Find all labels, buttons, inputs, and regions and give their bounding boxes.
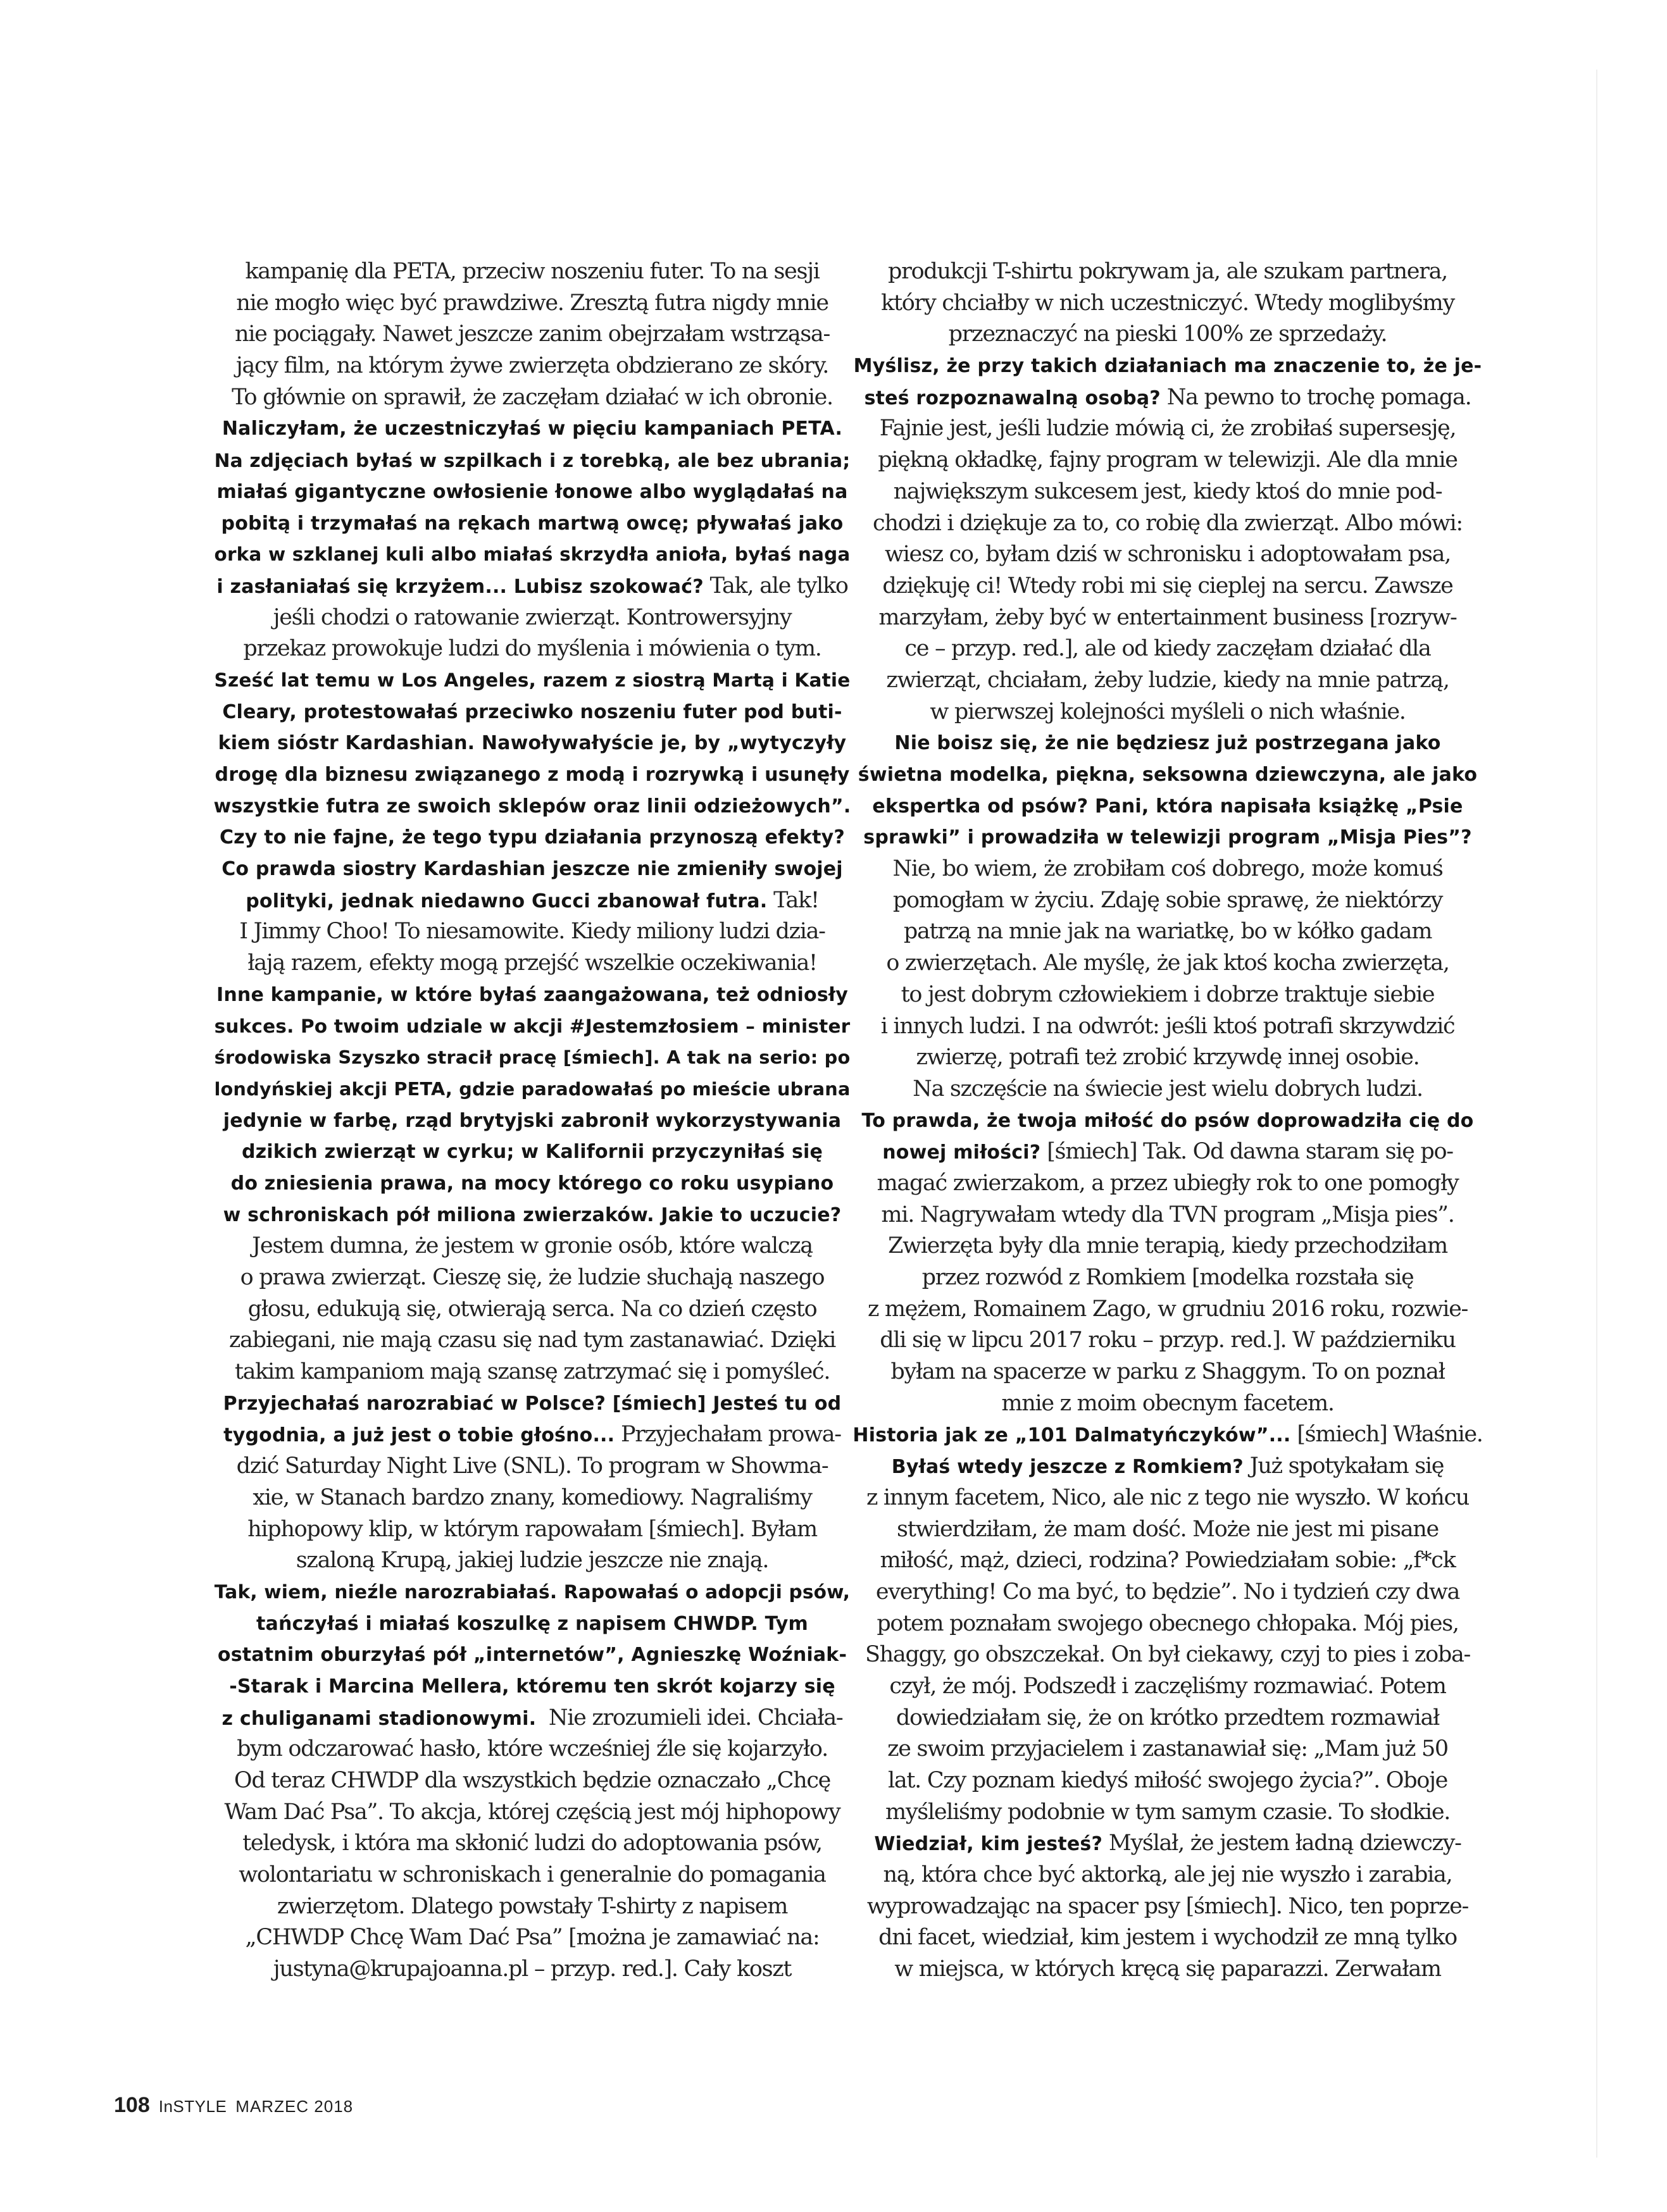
- text-line: [848, 728, 1487, 759]
- answer-text: Zwierzęta były dla mnie terapią, kiedy przechodziłam: [888, 1233, 1447, 1259]
- answer-text: dni facet, wiedział, kim jestem i wychodził ze mną tylko: [878, 1925, 1457, 1951]
- text-line: [848, 916, 1487, 948]
- question-text: To prawda, że twoja miłość do psów doprowadziła cię do: [861, 1109, 1474, 1132]
- text-line: [213, 1482, 852, 1514]
- text-line: [848, 1200, 1487, 1231]
- question-text: Inne kampanie, w które byłaś zaangażowana, też odniosły: [216, 983, 848, 1006]
- text-line: [213, 1357, 852, 1388]
- text-line: [848, 1451, 1487, 1482]
- answer-text: Shaggy, go obszczekał. On był ciekawy, czyj to pies i zoba-: [865, 1642, 1471, 1668]
- text-line: [213, 728, 852, 759]
- answer-text: „CHWDP Chcę Wam Dać Psa” [można je zamawiać na:: [245, 1925, 820, 1951]
- text-line: [848, 288, 1487, 320]
- answer-text: dowiedziałam się, że on krótko przedtem rozmawiał: [896, 1705, 1440, 1730]
- text-line: [848, 1262, 1487, 1294]
- answer-text: ną, która chce być aktorką, ale jej nie wyszło i zarabia,: [883, 1862, 1452, 1888]
- text-line: [213, 1168, 852, 1200]
- answer-text: potem poznałam swojego obecnego chłopaka. Mój pies,: [877, 1610, 1459, 1636]
- text-line: [213, 1325, 852, 1357]
- text-line: [213, 319, 852, 351]
- answer-text: w pierwszej kolejności myśleli o nich właśnie.: [930, 699, 1406, 724]
- text-line: [848, 539, 1487, 571]
- answer-text: nie pociągały. Nawet jeszcze zanim obejrzałam wstrząsa-: [234, 321, 830, 347]
- text-line: [213, 351, 852, 382]
- answer-text: wyprowadzając na spacer psy [śmiech]. Nico, ten poprze-: [866, 1893, 1469, 1919]
- question-text: drogę dla biznesu związanego z modą i rozrywką i usunęły: [215, 764, 850, 786]
- text-line: [848, 1231, 1487, 1262]
- answer-text: teledysk, i która ma skłonić ludzi do adoptowania psów,: [242, 1830, 822, 1856]
- answer-text: nie mogło więc być prawdziwe. Zresztą futra nigdy mnie: [236, 290, 828, 316]
- question-text: Myślisz, że przy takich działaniach ma znaczenie to, że je-: [853, 355, 1482, 378]
- question-text: i zasłaniałaś się krzyżem... Lubisz szokować?: [216, 575, 704, 598]
- answer-text: Od teraz CHWDP dla wszystkich będzie oznaczało „Chcę: [234, 1768, 831, 1793]
- question-text: jedynie w farbę, rząd brytyjski zabronił wykorzystywania: [223, 1109, 842, 1132]
- page-footer: [114, 2092, 353, 2122]
- answer-text: Myślał, że jestem ładną dziewczy-: [1102, 1830, 1461, 1856]
- text-line: [848, 1703, 1487, 1734]
- answer-text: stwierdziłam, że mam dość. Może nie jest mi pisane: [897, 1516, 1439, 1542]
- text-line: [848, 948, 1487, 979]
- answer-text: miłość, mąż, dzieci, rodzina? Powiedziałam sobie: „f*ck: [880, 1548, 1456, 1574]
- text-line: [848, 1954, 1487, 1985]
- text-line: [213, 1200, 852, 1231]
- text-line: [848, 1042, 1487, 1074]
- text-line: [848, 665, 1487, 697]
- answer-text: zwierzę, potrafi też zrobić krzywdę innej osobie.: [916, 1045, 1420, 1071]
- question-text: Przyjechałaś narozrabiać w Polsce? [śmiech] Jesteś tu od: [223, 1392, 842, 1415]
- text-line: [848, 571, 1487, 602]
- text-line: [848, 508, 1487, 540]
- answer-text: kampanię dla PETA, przeciw noszeniu futer. To na sesji: [245, 259, 820, 284]
- text-line: [848, 413, 1487, 445]
- text-line: [213, 539, 852, 571]
- question-text: świetna modelka, piękna, seksowna dziewczyna, ale jako: [858, 764, 1478, 786]
- question-text: Historia jak ze „101 Dalmatyńczyków”...: [852, 1424, 1291, 1447]
- answer-text: to jest dobrym człowiekiem i dobrze traktuje siebie: [901, 981, 1435, 1007]
- answer-text: [śmiech] Tak. Od dawna staram się po-: [1040, 1139, 1453, 1165]
- answer-text: i innych ludzi. I na odwrót: jeśli ktoś potrafi skrzywdzić: [880, 1013, 1455, 1039]
- magazine-name: InSTYLE: [158, 2097, 227, 2116]
- answer-text: justyna@krupajoanna.pl – przyp. red.]. Cały koszt: [273, 1956, 792, 1982]
- answer-text: dzić Saturday Night Live (SNL). To program w Showma-: [236, 1453, 828, 1479]
- question-text: Na zdjęciach byłaś w szpilkach i z torebką, ale bez ubrania;: [214, 449, 851, 472]
- text-line: [848, 885, 1487, 917]
- answer-text: przez rozwód z Romkiem [modelka rozstała się: [921, 1265, 1414, 1290]
- question-text: do zniesienia prawa, na mocy którego co roku usypiano: [230, 1172, 834, 1195]
- answer-text: myśleliśmy podobnie w tym samym czasie. To słodkie.: [885, 1799, 1451, 1825]
- text-line: [213, 1042, 852, 1074]
- text-line: [848, 256, 1487, 288]
- answer-text: xie, w Stanach bardzo znany, komediowy. Nagraliśmy: [253, 1484, 812, 1510]
- question-text: Tak, wiem, nieźle narozrabiałaś. Rapowałaś o adopcji psów,: [214, 1581, 851, 1603]
- question-text: sprawki” i prowadziła w telewizji program „Misja Pies”?: [863, 826, 1472, 849]
- text-line: [213, 1105, 852, 1137]
- text-line: [213, 1419, 852, 1451]
- answer-text: patrzą na mnie jak na wariatkę, bo w kółko gadam: [903, 919, 1432, 945]
- answer-text: zabiegani, nie mają czasu się nad tym zastanawiać. Dzięki: [228, 1327, 836, 1353]
- question-text: nowej miłości?: [882, 1141, 1041, 1164]
- page-edge-line: [1596, 70, 1597, 2158]
- text-line: [848, 1545, 1487, 1577]
- answer-text: Na szczęście na świecie jest wielu dobrych ludzi.: [913, 1076, 1423, 1102]
- answer-text: Przyjechałam prowa-: [615, 1422, 841, 1448]
- text-line: [848, 1922, 1487, 1954]
- text-line: [848, 1671, 1487, 1703]
- question-text: środowiska Szyszko stracił pracę [śmiech]. A tak na serio: po: [214, 1047, 851, 1069]
- answer-text: Na pewno to trochę pomaga.: [1160, 384, 1471, 410]
- text-line: [848, 476, 1487, 508]
- text-line: [848, 1011, 1487, 1043]
- text-line: [848, 1388, 1487, 1420]
- answer-text: Fajnie jest, jeśli ludzie mówią ci, że zrobiłaś supersesję,: [879, 416, 1456, 442]
- question-text: londyńskiej akcji PETA, gdzie paradowałaś po mieście ubrana: [214, 1078, 851, 1100]
- text-line: [213, 1828, 852, 1860]
- text-line: [848, 1577, 1487, 1608]
- answer-text: [śmiech] Właśnie.: [1290, 1422, 1483, 1448]
- answer-text: o zwierzętach. Ale myślę, że jak ktoś kocha zwierzęta,: [886, 950, 1449, 976]
- text-line: [213, 1765, 852, 1797]
- text-line: [848, 697, 1487, 728]
- text-line: [848, 382, 1487, 414]
- text-line: [848, 1074, 1487, 1105]
- text-line: [213, 1451, 852, 1482]
- text-line: [213, 697, 852, 728]
- text-line: [213, 508, 852, 540]
- text-line: [848, 1482, 1487, 1514]
- text-line: [213, 1136, 852, 1168]
- question-text: w schroniskach pół miliona zwierzaków. Jakie to uczucie?: [223, 1203, 842, 1226]
- text-line: [213, 822, 852, 854]
- answer-text: mi. Nagrywałam wtedy dla TVN program „Misja pies”.: [881, 1202, 1454, 1227]
- text-line: [213, 1891, 852, 1923]
- left-text-column: [213, 256, 852, 1985]
- text-line: [848, 351, 1487, 382]
- answer-text: Już spotykałam się: [1243, 1453, 1444, 1479]
- question-text: Co prawda siostry Kardashian jeszcze nie zmieniły swojej: [222, 858, 843, 881]
- text-line: [213, 1514, 852, 1546]
- answer-text: o prawa zwierząt. Cieszę się, że ludzie słuchają naszego: [240, 1265, 825, 1290]
- question-text: Naliczyłam, że uczestniczyłaś w pięciu kampaniach PETA.: [222, 418, 843, 440]
- question-text: dzikich zwierząt w cyrku; w Kalifornii przyczyniłaś się: [241, 1141, 823, 1164]
- question-text: kiem sióstr Kardashian. Nawoływałyście je, by „wytyczyły: [218, 732, 847, 755]
- answer-text: produkcji T-shirtu pokrywam ja, ale szukam partnera,: [888, 259, 1447, 284]
- answer-text: wiesz co, byłam dziś w schronisku i adoptowałam psa,: [884, 542, 1451, 568]
- question-text: -Starak i Marcina Mellera, któremu ten skrót kojarzy się: [229, 1675, 835, 1698]
- answer-text: byłam na spacerze w parku z Shaggym. To on poznał: [890, 1359, 1445, 1385]
- answer-text: głosu, edukują się, otwierają serca. Na co dzień często: [247, 1296, 817, 1322]
- text-line: [848, 1357, 1487, 1388]
- answer-text: szaloną Krupą, jakiej ludzie jeszcze nie znają.: [296, 1548, 769, 1574]
- question-text: tańczyłaś i miałaś koszulkę z napisem CHWDP. Tym: [256, 1612, 808, 1635]
- text-line: [848, 602, 1487, 634]
- text-line: [213, 382, 852, 414]
- text-line: [213, 1671, 852, 1703]
- text-line: [213, 1545, 852, 1577]
- text-line: [848, 633, 1487, 665]
- text-line: [213, 1577, 852, 1608]
- answer-text: Nie, bo wiem, że zrobiłam coś dobrego, może komuś: [892, 856, 1443, 882]
- text-line: [848, 1419, 1487, 1451]
- text-line: [213, 791, 852, 823]
- text-line: [848, 1168, 1487, 1200]
- answer-text: ze swoim przyjacielem i zastanawiał się: „Mam już 50: [887, 1736, 1448, 1762]
- answer-text: To głównie on sprawił, że zaczęłam działać w ich obronie.: [232, 384, 833, 410]
- text-line: [213, 1608, 852, 1640]
- text-line: [848, 854, 1487, 885]
- question-text: polityki, jednak niedawno Gucci zbanował futra.: [246, 890, 768, 912]
- answer-text: zwierzętom. Dlatego powstały T-shirty z napisem: [277, 1893, 788, 1919]
- answer-text: mnie z moim obecnym facetem.: [1001, 1390, 1334, 1416]
- text-line: [213, 916, 852, 948]
- text-line: [213, 759, 852, 791]
- answer-text: przekaz prowokuje ludzi do myślenia i mówienia o tym.: [243, 636, 821, 662]
- question-text: steś rozpoznawalną osobą?: [864, 387, 1161, 409]
- answer-text: wolontariatu w schroniskach i generalnie do pomagania: [239, 1862, 826, 1888]
- question-text: ekspertka od psów? Pani, która napisała książkę „Psie: [872, 795, 1463, 817]
- question-text: wszystkie futra ze swoich sklepów oraz linii odzieżowych”.: [213, 795, 851, 817]
- right-text-column: [848, 256, 1487, 1985]
- question-text: tygodnia, a już jest o tobie głośno...: [223, 1424, 615, 1447]
- answer-text: Tak, ale tylko: [703, 573, 848, 599]
- answer-text: zwierząt, chciałam, żeby ludzie, kiedy na mnie patrzą,: [886, 667, 1449, 693]
- question-text: Cleary, protestowałaś przeciwko noszeniu futer pod buti-: [222, 700, 842, 723]
- text-line: [213, 288, 852, 320]
- text-line: [848, 445, 1487, 476]
- text-line: [213, 413, 852, 445]
- text-line: [848, 759, 1487, 791]
- answer-text: ce – przyp. red.], ale od kiedy zaczęłam działać dla: [904, 636, 1431, 662]
- text-line: [213, 1074, 852, 1105]
- answer-text: pomogłam w życiu. Zdaję sobie sprawę, że niektórzy: [892, 887, 1443, 913]
- answer-text: Jestem dumna, że jestem w gronie osób, które walczą: [252, 1233, 813, 1259]
- question-text: Wiedział, kim jesteś?: [874, 1833, 1103, 1856]
- text-line: [213, 1703, 852, 1734]
- text-line: [848, 1734, 1487, 1765]
- text-line: [213, 1734, 852, 1765]
- text-line: [213, 256, 852, 288]
- text-line: [848, 1325, 1487, 1357]
- answer-text: everything! Co ma być, to będzie”. No i tydzień czy dwa: [875, 1579, 1460, 1605]
- text-line: [213, 476, 852, 508]
- answer-text: bym odczarować hasło, które wcześniej źle się kojarzyło.: [237, 1736, 828, 1762]
- question-text: Czy to nie fajne, że tego typu działania przynoszą efekty?: [219, 826, 846, 849]
- text-line: [848, 1136, 1487, 1168]
- answer-text: Tak!: [767, 887, 819, 913]
- text-line: [848, 1860, 1487, 1891]
- answer-text: Nie zrozumieli idei. Chciała-: [536, 1705, 843, 1730]
- page-number: 108: [114, 2093, 150, 2117]
- answer-text: łają razem, efekty mogą przejść wszelkie oczekiwania!: [247, 950, 817, 976]
- question-text: Nie boisz się, że nie będziesz już postrzegana jako: [894, 732, 1441, 755]
- question-text: Sześć lat temu w Los Angeles, razem z siostrą Martą i Katie: [214, 669, 851, 691]
- text-line: [848, 791, 1487, 823]
- text-line: [213, 633, 852, 665]
- answer-text: czył, że mój. Podszedł i zaczęliśmy rozmawiać. Potem: [889, 1673, 1446, 1699]
- text-line: [213, 1011, 852, 1043]
- text-line: [213, 1797, 852, 1829]
- question-text: z chuliganami stadionowymi.: [222, 1707, 537, 1730]
- text-line: [848, 1765, 1487, 1797]
- answer-text: lat. Czy poznam kiedyś miłość swojego życia?”. Oboje: [887, 1768, 1448, 1793]
- answer-text: jeśli chodzi o ratowanie zwierząt. Kontrowersyjny: [273, 604, 792, 630]
- question-text: Byłaś wtedy jeszcze z Romkiem?: [891, 1456, 1244, 1479]
- text-line: [848, 822, 1487, 854]
- answer-text: hiphopowy klip, w którym rapowałam [śmiech]. Byłam: [247, 1516, 817, 1542]
- answer-text: takim kampaniom mają szansę zatrzymać się i pomyśleć.: [234, 1359, 830, 1385]
- answer-text: jący film, na którym żywe zwierzęta obdzierano ze skóry.: [235, 353, 829, 379]
- question-text: orka w szklanej kuli albo miałaś skrzydła anioła, byłaś naga: [214, 544, 851, 566]
- text-line: [848, 979, 1487, 1011]
- answer-text: największym sukcesem jest, kiedy ktoś do mnie pod-: [893, 478, 1442, 504]
- answer-text: z innym facetem, Nico, ale nic z tego nie wyszło. W końcu: [866, 1484, 1470, 1510]
- text-line: [213, 1639, 852, 1671]
- question-text: sukces. Po twoim udziale w akcji #Jestemzłosiem – minister: [214, 1015, 851, 1037]
- answer-text: marzyłam, żeby być w entertainment business [rozryw-: [878, 604, 1457, 630]
- answer-text: w miejsca, w których kręcą się paparazzi. Zerwałam: [894, 1956, 1441, 1982]
- question-text: miałaś gigantyczne owłosienie łonowe albo wyglądałaś na: [216, 480, 848, 503]
- answer-text: piękną okładkę, fajny program w telewizji. Ale dla mnie: [878, 447, 1458, 473]
- text-line: [213, 1860, 852, 1891]
- text-line: [848, 1639, 1487, 1671]
- answer-text: dziękuję ci! Wtedy robi mi się cieplej na sercu. Zawsze: [882, 573, 1453, 599]
- answer-text: który chciałby w nich uczestniczyć. Wtedy moglibyśmy: [881, 290, 1454, 316]
- answer-text: przeznaczyć na pieski 100% ze sprzedaży.: [948, 321, 1387, 347]
- text-line: [213, 602, 852, 634]
- question-text: pobitą i trzymałaś na rękach martwą owcę; pływałaś jako: [221, 512, 844, 535]
- text-line: [848, 1514, 1487, 1546]
- text-line: [213, 445, 852, 476]
- text-line: [213, 979, 852, 1011]
- text-line: [213, 571, 852, 602]
- answer-text: magać zwierzakom, a przez ubiegły rok to one pomogły: [877, 1170, 1459, 1196]
- text-line: [848, 1105, 1487, 1137]
- text-line: [848, 1891, 1487, 1923]
- text-line: [213, 1388, 852, 1420]
- text-line: [848, 1608, 1487, 1640]
- answer-text: z mężem, Romainem Zago, w grudniu 2016 roku, rozwie-: [867, 1296, 1468, 1322]
- text-line: [848, 1797, 1487, 1829]
- text-line: [848, 1828, 1487, 1860]
- answer-text: chodzi i dziękuje za to, co robię dla zwierząt. Albo mówi:: [873, 510, 1463, 536]
- text-line: [213, 1954, 852, 1985]
- text-line: [213, 1231, 852, 1262]
- answer-text: I Jimmy Choo! To niesamowite. Kiedy miliony ludzi dzia-: [239, 919, 825, 945]
- text-line: [848, 1294, 1487, 1326]
- text-line: [213, 1262, 852, 1294]
- text-line: [213, 885, 852, 917]
- text-line: [213, 1922, 852, 1954]
- answer-text: Wam Dać Psa”. To akcja, której częścią jest mój hiphopowy: [224, 1799, 840, 1825]
- text-line: [848, 319, 1487, 351]
- text-line: [213, 1294, 852, 1326]
- text-line: [213, 665, 852, 697]
- issue-date: MARZEC 2018: [235, 2097, 354, 2116]
- answer-text: dli się w lipcu 2017 roku – przyp. red.]. W październiku: [880, 1327, 1456, 1353]
- text-line: [213, 948, 852, 979]
- text-line: [213, 854, 852, 885]
- question-text: ostatnim oburzyłaś pół „internetów”, Agnieszkę Woźniak-: [217, 1644, 847, 1667]
